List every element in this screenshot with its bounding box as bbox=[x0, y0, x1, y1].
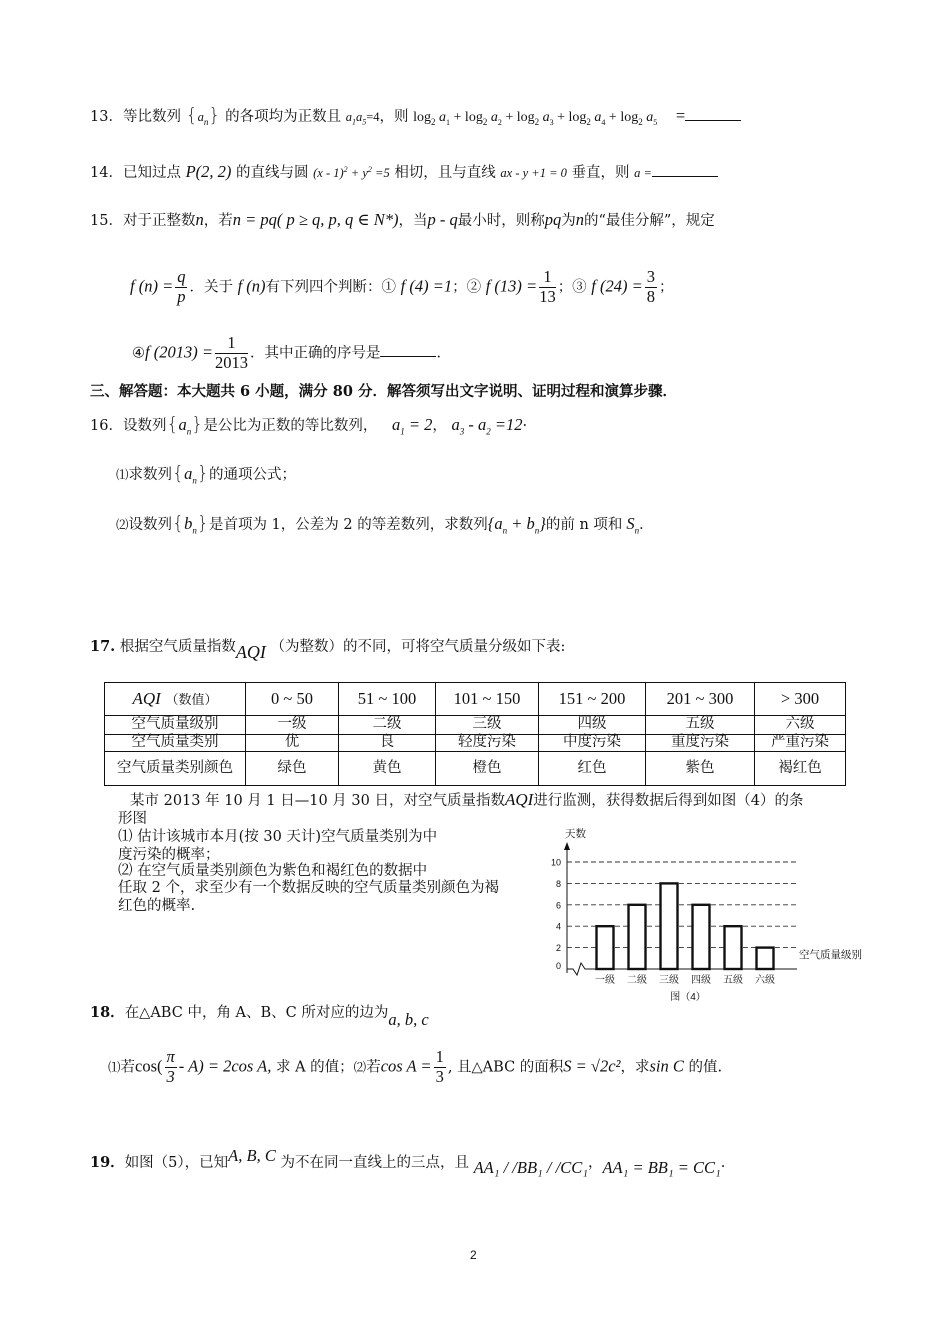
q15-j4-fraction bbox=[215, 334, 248, 373]
right-brace: } bbox=[196, 462, 209, 484]
q19-text-1: 如图（5），已知 bbox=[124, 1155, 229, 1171]
q16-p2-text-3: 的前 n 项和 bbox=[545, 517, 623, 533]
q17-aqi-2: AQI bbox=[504, 790, 534, 809]
q15-n: n bbox=[195, 210, 204, 229]
q19-ABC: A, B, C bbox=[228, 1146, 276, 1165]
q13-cond-rhs: =4 bbox=[366, 110, 380, 124]
q16-text-2: 是公比为正数的等比数列， bbox=[203, 418, 378, 434]
q15-text-2: ，若 bbox=[203, 213, 233, 229]
q17-part2-line2: 任取 2 个，求至少有一个数据反映的空气质量类别颜色为褐 bbox=[118, 880, 499, 896]
q16-c2-rhs: =12 bbox=[494, 415, 523, 434]
q14-answer-blank bbox=[652, 176, 718, 177]
aqi-header-cell: AQI （数值） bbox=[105, 683, 246, 716]
left-brace: { bbox=[172, 512, 185, 534]
q17-part1-line2: 度污染的概率； bbox=[118, 847, 220, 863]
table-cell: 重度污染 bbox=[646, 735, 755, 752]
q18-cos-left: cos( bbox=[135, 1056, 163, 1076]
q13-text-1: 等比数列 bbox=[122, 109, 181, 125]
q15-text-5: 为 bbox=[561, 213, 576, 229]
y-tick-label: 10 bbox=[550, 857, 561, 868]
table-cell: 一级 bbox=[246, 716, 339, 735]
bar bbox=[693, 905, 710, 969]
q13-text-2: 的各项均为正数且 bbox=[225, 109, 342, 125]
q18-cos-right: - A) = 2cos A, bbox=[178, 1056, 272, 1076]
q15-judgement-4: f (2013) = bbox=[145, 342, 213, 362]
q16-number: 16． bbox=[90, 418, 123, 434]
table-cell: 五级 bbox=[646, 716, 755, 735]
q16-Sn: $S_n$ bbox=[626, 514, 640, 536]
q14-text-2: 的直线与圆 bbox=[236, 165, 309, 181]
q15-pq-diff: p - q bbox=[427, 210, 458, 229]
q15-answer-blank bbox=[380, 356, 436, 357]
q16-c2: a bbox=[451, 415, 460, 434]
q16-sum-expr: $\{a_n + b_n\}$ bbox=[487, 514, 546, 536]
q18-pi: π bbox=[166, 1047, 175, 1066]
q18-abc: a, b, c bbox=[388, 1010, 429, 1029]
bar bbox=[757, 948, 774, 969]
q14-line: ax - y +1 = 0 bbox=[500, 166, 567, 180]
bar bbox=[629, 905, 646, 969]
q16-sum-open: {a bbox=[487, 514, 503, 533]
q18-text-1: 在△ABC 中，角 A、B、C 所对应的边为 bbox=[124, 1005, 389, 1021]
q18-p1-text-2: 求 A 的值； bbox=[275, 1059, 354, 1076]
x-tick-label: 五级 bbox=[723, 975, 743, 986]
aqi-header-cell: > 300 bbox=[755, 683, 846, 716]
table-cell: 紫色 bbox=[646, 752, 755, 786]
table-cell: 空气质量类别 bbox=[105, 735, 246, 752]
q15-text-14: ． bbox=[436, 345, 451, 362]
q14-circle: $(x - 1)^2 + y^2 =5$ bbox=[313, 164, 390, 180]
q16-p2-text-1: 设数列 bbox=[128, 517, 173, 533]
q15-j4-den: 2013 bbox=[214, 352, 248, 372]
q18-p1-text-1: 若 bbox=[120, 1059, 136, 1076]
q13-cond: $a_1a_5$ bbox=[345, 110, 367, 127]
q18-cosA: cos A = bbox=[380, 1056, 432, 1076]
q13-seq: a bbox=[197, 110, 204, 124]
q16-p2-text-4: ． bbox=[639, 517, 654, 533]
q18-parts bbox=[108, 1048, 722, 1087]
aqi-level-row bbox=[105, 716, 846, 735]
table-cell: 绿色 bbox=[246, 752, 339, 786]
q15-f-fraction bbox=[175, 268, 187, 307]
q16-p2-text-2: 是首项为 1，公差为 2 的等差数列，求数列 bbox=[208, 517, 488, 533]
q16-cond-2: $a_3 - a_2 =12$ bbox=[451, 415, 523, 437]
q16-c1-rhs: = 2 bbox=[408, 415, 433, 434]
y-tick-label: 8 bbox=[555, 878, 561, 889]
bar bbox=[725, 926, 742, 969]
q15-f-den: p bbox=[177, 286, 186, 306]
q17-part1-line1: ⑴ 估计该城市本月(按 30 天计)空气质量类别为中 bbox=[118, 829, 438, 845]
table-cell: 黄色 bbox=[339, 752, 436, 786]
q17-text-2: （为整数）的不同，可将空气质量分级如下表: bbox=[270, 639, 566, 655]
q15-pq: pq bbox=[544, 210, 562, 229]
q15-text-12: ④ bbox=[132, 345, 145, 362]
q16-p1-text-2: 的通项公式； bbox=[208, 467, 296, 483]
q15-j3-den: 8 bbox=[646, 286, 656, 306]
q15-n2: n bbox=[575, 210, 584, 229]
q16-sum-close: } bbox=[539, 514, 546, 533]
q13-answer-blank bbox=[685, 120, 741, 121]
q14 bbox=[90, 162, 718, 183]
table-cell: 优 bbox=[246, 735, 339, 752]
table-cell: 六级 bbox=[755, 716, 846, 735]
q17 bbox=[90, 634, 566, 662]
table-cell: 三级 bbox=[436, 716, 539, 735]
q18-one-third bbox=[434, 1048, 446, 1087]
q17-intro-line1 bbox=[130, 789, 804, 810]
q15-definition: n = pq( p ≥ q, p, q ∈ N*) bbox=[232, 210, 399, 229]
q18-pi-fraction bbox=[165, 1048, 177, 1087]
q14-circle-part1: (x - 1) bbox=[313, 166, 344, 180]
q14-circle-part2: + y bbox=[350, 166, 368, 180]
q15-line1 bbox=[90, 210, 715, 231]
q16-part1 bbox=[116, 462, 296, 487]
q16-p1-mark: ⑴ bbox=[116, 467, 129, 482]
aqi-header-cell: 51 ~ 100 bbox=[339, 683, 436, 716]
aqi-header-cell: 101 ~ 150 bbox=[436, 683, 539, 716]
x-tick-label: 一级 bbox=[595, 975, 615, 986]
q19-text-2: 为不在同一直线上的三点，且 bbox=[280, 1155, 469, 1171]
q18-p2-text-3: ，求 bbox=[620, 1059, 650, 1076]
y-tick-label: 4 bbox=[555, 921, 561, 932]
q15-text-8: 有下列四个判断：① bbox=[265, 279, 397, 296]
section-heading: 三、解答题：本大题共 6 小题，满分 80 分．解答须写出文字说明、证明过程和演算步骤． bbox=[90, 383, 677, 400]
q15-line2 bbox=[130, 268, 674, 307]
q15-text-10: ；③ bbox=[557, 279, 587, 296]
q16-p1-an: $a_n$ bbox=[184, 464, 197, 486]
q13-equals: = bbox=[675, 106, 686, 125]
right-brace: } bbox=[208, 104, 221, 126]
q13 bbox=[90, 104, 741, 128]
y-tick-label: 0 bbox=[555, 961, 561, 971]
q18-p2-text-4: 的值. bbox=[688, 1059, 723, 1076]
q17-text-1: 根据空气质量指数 bbox=[119, 639, 236, 655]
q13-text-3: ，则 bbox=[379, 109, 409, 125]
q15-text-7: ．关于 bbox=[189, 279, 233, 296]
q13-seq-sub: n bbox=[203, 116, 209, 127]
q18 bbox=[90, 1002, 429, 1029]
table-cell: 严重污染 bbox=[755, 735, 846, 752]
q14-text-4: 垂直，则 bbox=[571, 165, 630, 181]
table-cell: 褐红色 bbox=[755, 752, 846, 786]
right-brace: } bbox=[191, 413, 204, 435]
q17-aqi: AQI bbox=[235, 642, 266, 662]
aqi-header-row bbox=[105, 683, 846, 716]
q15-j2-fraction bbox=[539, 268, 556, 307]
table-cell: 四级 bbox=[539, 716, 646, 735]
q16-c2-mid: - a bbox=[468, 415, 487, 434]
x-tick-label: 三级 bbox=[659, 975, 679, 986]
left-brace: { bbox=[166, 413, 179, 435]
bar bbox=[661, 883, 678, 969]
q15-judgement-2: f (13) = bbox=[485, 276, 538, 296]
table-cell: 橙色 bbox=[436, 752, 539, 786]
q14-text-1: 已知过点 bbox=[122, 165, 181, 181]
q15-text-13: ．其中正确的序号是 bbox=[249, 345, 381, 362]
q15-j2-num: 1 bbox=[539, 268, 556, 288]
q17-intro-1: 某市 2013 年 10 月 1 日—10 月 30 日，对空气质量指数 bbox=[130, 793, 505, 809]
x-tick-label: 四级 bbox=[691, 975, 711, 986]
aqi-header-cell: 151 ~ 200 bbox=[539, 683, 646, 716]
aqi-table bbox=[104, 682, 846, 786]
q15-number: 15． bbox=[90, 213, 123, 229]
q15-f-num: q bbox=[177, 267, 186, 286]
q15-judgement-3: f (24) = bbox=[591, 276, 643, 296]
q14-point: P(2, 2) bbox=[185, 162, 232, 181]
aqi-color-row bbox=[105, 752, 846, 786]
q19 bbox=[90, 1146, 726, 1177]
table-cell: 空气质量类别颜色 bbox=[105, 752, 246, 786]
q14-circle-rhs: =5 bbox=[375, 166, 390, 180]
q16-sum-mid: + b bbox=[511, 514, 535, 533]
q19-text-3: ， bbox=[587, 1155, 603, 1171]
table-cell: 中度污染 bbox=[539, 735, 646, 752]
table-cell: 良 bbox=[339, 735, 436, 752]
q15-j3-num: 3 bbox=[646, 267, 656, 286]
x-axis-label: 空气质量级别 bbox=[799, 949, 862, 961]
q15-text-3: ，当 bbox=[398, 213, 428, 229]
table-cell: 二级 bbox=[339, 716, 436, 735]
q19-text-4: . bbox=[720, 1155, 726, 1171]
q16-text-1: 设数列 bbox=[122, 418, 167, 434]
q17-intro-line2: 形图 bbox=[118, 811, 147, 827]
q17-intro-2: 进行监测，获得数据后得到如图（4）的条 bbox=[533, 793, 804, 809]
q16-p2-mark: ⑵ bbox=[116, 517, 129, 532]
q15-f-lhs: f (n) = bbox=[130, 276, 174, 296]
q17-number: 17. bbox=[90, 638, 116, 655]
q15-j2-den: 13 bbox=[539, 286, 556, 306]
bar bbox=[597, 926, 614, 969]
q15-j4-num: 1 bbox=[215, 334, 248, 354]
x-tick-label: 二级 bbox=[627, 975, 647, 986]
q15-j3-fraction bbox=[645, 268, 657, 307]
aqi-header-cell: 201 ~ 300 bbox=[646, 683, 755, 716]
y-tick-label: 6 bbox=[555, 900, 561, 911]
y-tick-label: 2 bbox=[555, 943, 561, 954]
q18-sinC: sin C bbox=[649, 1056, 684, 1076]
aqi-bar-chart bbox=[535, 822, 880, 1002]
aqi-type-row bbox=[105, 735, 846, 752]
aqi-header-cell: 0 ~ 50 bbox=[246, 683, 339, 716]
q16-S: S bbox=[626, 514, 635, 533]
chart-caption: 图（4） bbox=[670, 992, 706, 1002]
left-brace: { bbox=[172, 462, 185, 484]
q14-answer: a = bbox=[634, 166, 652, 180]
q15-text-6: 的“最佳分解”，规定 bbox=[583, 213, 715, 229]
q15-judgement-1: f (4) =1 bbox=[400, 276, 453, 296]
right-brace: } bbox=[196, 512, 209, 534]
table-cell: 轻度污染 bbox=[436, 735, 539, 752]
q16-part2 bbox=[116, 512, 654, 537]
table-cell: 红色 bbox=[539, 752, 646, 786]
q14-number: 14． bbox=[90, 165, 123, 181]
q13-number: 13． bbox=[90, 109, 123, 125]
q18-p2-text-2: , 且△ABC 的面积 bbox=[447, 1059, 564, 1076]
q19-parallel: AA₁ / /BB₁ / /CC₁ bbox=[473, 1158, 588, 1177]
q15-text-9: ；② bbox=[452, 279, 482, 296]
y-axis-arrow bbox=[564, 842, 570, 850]
q15-line3 bbox=[132, 334, 451, 373]
q18-number: 18． bbox=[90, 1004, 125, 1021]
page-number: 2 bbox=[470, 1248, 477, 1262]
x-tick-label: 六级 bbox=[755, 975, 775, 986]
q19-number: 19． bbox=[90, 1154, 125, 1171]
left-brace: { bbox=[185, 104, 198, 126]
q15-fn: f (n) bbox=[237, 276, 266, 296]
q17-part2-line3: 红色的概率. bbox=[118, 898, 196, 914]
q16-b: b bbox=[184, 514, 193, 533]
q16-c1: a bbox=[392, 415, 401, 434]
q18-p1-mark: ⑴ bbox=[108, 1059, 121, 1075]
q18-one: 1 bbox=[435, 1047, 444, 1066]
q15-text-11: ； bbox=[659, 279, 674, 296]
q18-area: S = √2c² bbox=[563, 1056, 621, 1076]
q16: 16．设数列$\{a_n\}$是公比为正数的等比数列， $a_1 = 2$， $a_3 - a_2 =12\cdot$ bbox=[90, 413, 528, 437]
q16-cond-1: $a_1 = 2$ bbox=[392, 415, 433, 437]
q19-equal: AA₁ = BB₁ = CC₁ bbox=[602, 1158, 721, 1177]
y-axis-label: 天数 bbox=[565, 828, 586, 840]
q14-text-3: 相切，且与直线 bbox=[394, 165, 496, 181]
q18-three: 3 bbox=[166, 1066, 175, 1086]
q15-text-1: 对于正整数 bbox=[122, 213, 196, 229]
q16-an: $a_n$ bbox=[178, 415, 192, 437]
q16-bn: $b_n$ bbox=[184, 514, 197, 536]
q17-part2-line1: ⑵ 在空气质量类别颜色为紫色和褐红色的数据中 bbox=[118, 863, 428, 879]
q16-p1-text-1: 求数列 bbox=[128, 467, 173, 483]
q18-p2-mark: ⑵ bbox=[353, 1059, 367, 1075]
q18-p2-text-1: 若 bbox=[366, 1059, 381, 1076]
table-cell: 空气质量级别 bbox=[105, 716, 246, 735]
q15-text-4: 最小时，则称 bbox=[457, 213, 545, 229]
q13-log-expression: $\log_2 a_1 + \log_2 a_2 + \log_2 a_3 + \log_2 a_4 + \log_2 a_5$ bbox=[413, 110, 658, 127]
q18-three-2: 3 bbox=[435, 1066, 444, 1086]
